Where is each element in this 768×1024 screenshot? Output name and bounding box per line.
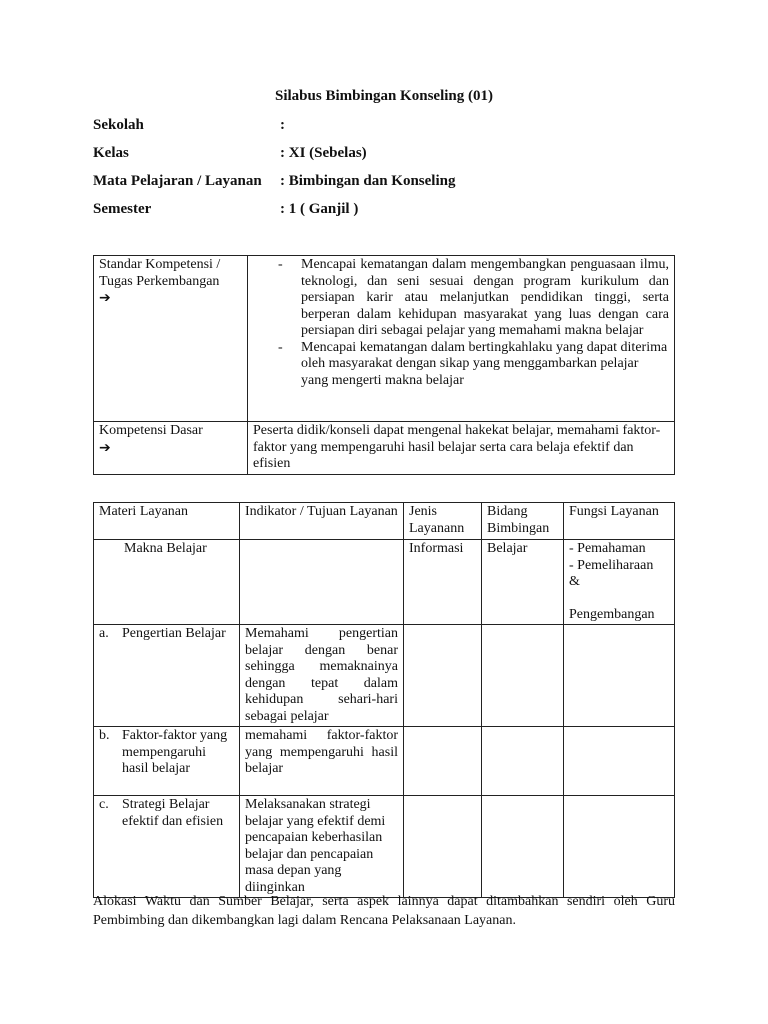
table-row: [94, 625, 675, 727]
materi-cell: [94, 625, 240, 727]
list-item: b. Faktor-faktor yang mempengaruhi hasil belajar: [99, 728, 228, 776]
table-row: [94, 540, 675, 625]
fungsi-line: Pengembangan: [569, 606, 655, 622]
standar-row: [94, 256, 675, 422]
header-cell: Materi Layanan: [94, 503, 240, 540]
list-item: a. Pengertian Belajar: [99, 626, 226, 641]
field-label: Semester: [93, 201, 152, 217]
bidang-cell: [482, 625, 564, 727]
fungsi-cell: [564, 540, 675, 625]
header-cell: Indikator / Tujuan Layanan: [240, 503, 404, 540]
field-label: Mata Pelajaran / Layanan: [93, 173, 262, 189]
header-cell: Fungsi Layanan: [564, 503, 675, 540]
dasar-row: [94, 422, 675, 475]
standar-list: [253, 257, 669, 389]
dasar-label-cell: [94, 422, 248, 475]
jenis-cell: Informasi: [404, 540, 482, 625]
indikator-cell: Melaksanakan strategi belajar yang efektif demi pencapaian keberhasilan belajar dan pencapaian masa depan yang diinginkan: [240, 796, 404, 898]
header-cell: Jenis Layanann: [404, 503, 482, 540]
indikator-cell: [240, 540, 404, 625]
field-value: : Bimbingan dan Konseling: [280, 173, 456, 189]
standar-item: - Mencapai kematangan dalam bertingkahlaku yang dapat diterima oleh masyarakat dengan sikap yang menggambarkan pelajar yang mengerti makna belajar: [278, 339, 668, 388]
bidang-cell: Belajar: [482, 540, 564, 625]
bullet-dash: -: [278, 257, 283, 272]
document-title: Silabus Bimbingan Konseling (01): [275, 88, 493, 104]
table-row: [94, 796, 675, 898]
materi-cell: [94, 540, 240, 625]
field-value: :: [280, 117, 285, 133]
fungsi-line: &: [569, 574, 580, 589]
dasar-text: Peserta didik/konseli dapat mengenal hakekat belajar, memahami faktor-faktor yang mempengaruhi hasil belajar serta cara belaja efektif dan efisien: [253, 423, 661, 471]
fungsi-line: - Pemahaman: [569, 541, 646, 556]
services-table: [93, 502, 675, 898]
field-label: Kelas: [93, 145, 129, 161]
bullet-dash: -: [278, 339, 283, 355]
indikator-cell: Memahami pengertian belajar dengan benar sehingga memaknainya dengan tepat dalam kehidupan sehari-hari sebagai pelajar: [240, 625, 404, 727]
standar-item: - Mencapai kematangan dalam mengembangkan penguasaan ilmu, teknologi, dan seni sesuai dengan program kurikulum dan persiapan karir atau melanjutkan pendidikan tinggi, serta berperan dalam kehidupan masyarakat yang luas dengan cara persiapan diri sebagai pelajar yang memahami makna belajar: [278, 257, 669, 338]
bidang-cell: [482, 727, 564, 796]
competency-table: [93, 255, 675, 475]
item-marker: a.: [99, 626, 109, 641]
header-cell: Bidang Bimbingan: [482, 503, 564, 540]
indikator-cell: memahami faktor-faktor yang mempengaruhi hasil belajar: [240, 727, 404, 796]
dasar-label: Kompetensi Dasar: [99, 423, 203, 438]
header-row: [94, 503, 675, 540]
jenis-cell: [404, 727, 482, 796]
table-row: [94, 727, 675, 796]
fungsi-line: - Pemeliharaan: [569, 557, 654, 573]
item-marker: c.: [99, 797, 109, 812]
arrow-icon: ➔: [99, 290, 111, 306]
materi-text: Makna Belajar: [124, 541, 207, 556]
arrow-icon: ➔: [99, 439, 111, 456]
jenis-cell: [404, 625, 482, 727]
footer-note: Alokasi Waktu dan Sumber Belajar, serta aspek lainnya dapat ditambahkan sendiri oleh Guru Pembimbing dan dikembangkan lagi dalam Rencana Pelaksanaan Layanan.: [93, 894, 675, 928]
fungsi-cell: [564, 796, 675, 898]
fungsi-cell: [564, 625, 675, 727]
materi-cell: [94, 796, 240, 898]
bidang-cell: [482, 796, 564, 898]
standar-content-cell: [248, 256, 675, 422]
field-value: : XI (Sebelas): [280, 145, 367, 161]
dasar-content-cell: [248, 422, 675, 475]
list-item: c. Strategi Belajar efektif dan efisien: [99, 797, 224, 829]
jenis-cell: [404, 796, 482, 898]
field-value: : 1 ( Ganjil ): [280, 201, 359, 217]
field-label: Sekolah: [93, 117, 144, 133]
materi-cell: [94, 727, 240, 796]
standar-label: Standar Kompetensi / Tugas Perkembangan: [99, 257, 221, 289]
fungsi-cell: [564, 727, 675, 796]
item-marker: b.: [99, 728, 110, 743]
standar-label-cell: [94, 256, 248, 422]
